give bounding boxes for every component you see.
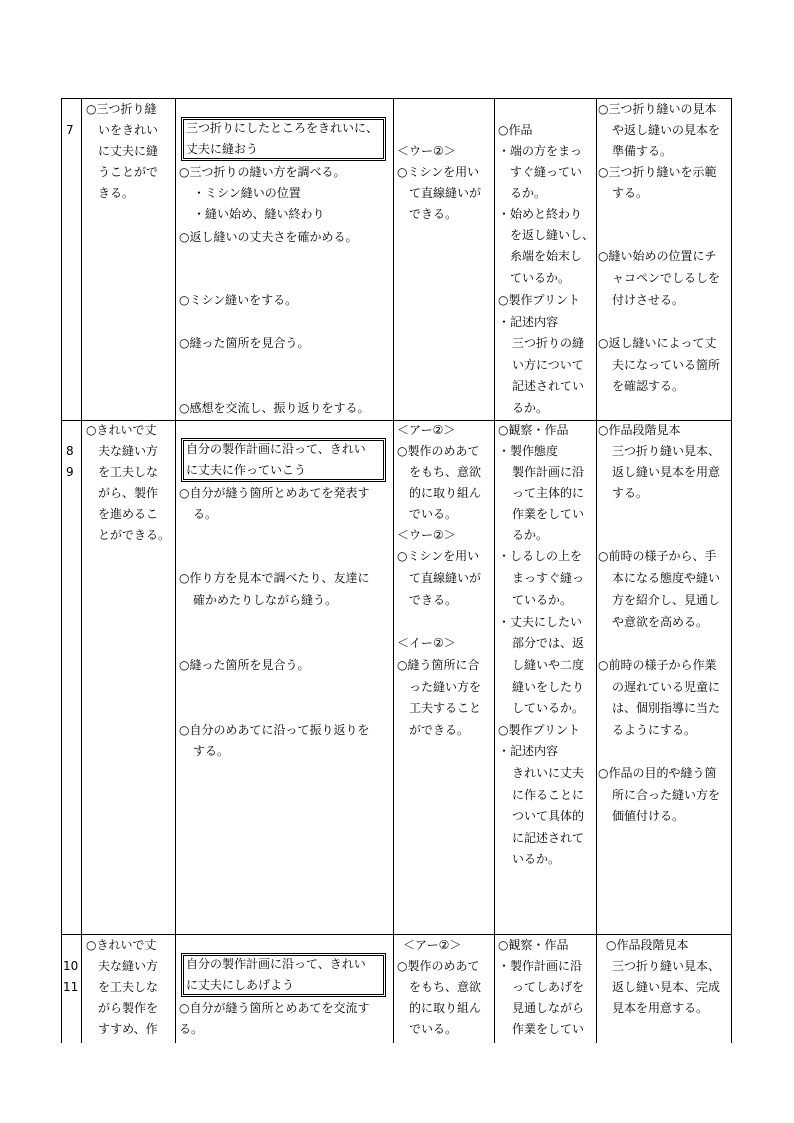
support-line: 価値付ける。 (612, 809, 685, 823)
support-line: 返し縫い見本を用意 (612, 465, 721, 479)
support-line: する。 (612, 186, 649, 200)
activity-line: ・ミシン縫いの位置 (193, 186, 301, 200)
eval-criterion-line: ○製作のめあて (397, 959, 480, 973)
eval-criterion-line: て直線縫いが (409, 186, 482, 200)
eval-criterion-line: 的に取り組ん (409, 1001, 482, 1015)
support-line: 三つ折り縫い見本、 (612, 444, 721, 458)
eval-criterion-line: できる。 (409, 207, 458, 221)
lesson-number: 11 (63, 980, 79, 994)
activity-line: ○ミシン縫いをする。 (179, 293, 298, 307)
eval-criterion-line: でいる。 (409, 1022, 458, 1036)
support-line: ○作品段階見本 (606, 938, 689, 952)
eval-method-line: 糸端を始末し (510, 249, 583, 263)
eval-method-line: し縫いや二度 (512, 658, 585, 672)
support-line: ○縫い始めの位置にチ (598, 249, 717, 263)
col-border (596, 98, 597, 1043)
col-border (61, 98, 62, 1043)
goal-line: すすめ、作 (98, 1022, 158, 1036)
eval-criterion-tag: ＜アー②＞ (397, 423, 456, 437)
support-line: ○前時の様子から作業 (598, 658, 717, 672)
eval-criterion-line: 的に取り組ん (409, 486, 482, 500)
eval-criterion-line: をもち、意欲 (409, 980, 482, 994)
lesson-title-line: 自分の製作計画に沿って、きれい (186, 957, 366, 971)
col-border (393, 98, 394, 1043)
lesson-title-line: 丈夫に縫おう (186, 142, 259, 156)
eval-method-line: 見通しながら (512, 1001, 585, 1015)
support-line: や返し縫いの見本を (612, 123, 721, 137)
eval-method-line: ・記述内容 (498, 744, 559, 758)
eval-method-line: 縫いをしたり (512, 680, 585, 694)
eval-criterion-tag: ＜ウー②＞ (397, 528, 456, 542)
activity-line: ○三つ折りの縫い方を調べる。 (179, 165, 346, 179)
support-line: は、個別指導に当た (612, 701, 721, 715)
eval-method-line: 作業をしてい (512, 507, 585, 521)
eval-method-line: ○製作プリント (498, 723, 580, 737)
activity-line: する。 (193, 744, 230, 758)
eval-criterion-line: でいる。 (409, 507, 458, 521)
eval-method-line: 三つ折りの縫 (512, 336, 585, 350)
support-line: ○三つ折り縫いを示範 (598, 165, 717, 179)
col-border (81, 98, 82, 1043)
lesson-title-line: 三つ折りにしたところをきれいに、 (186, 121, 379, 135)
eval-method-line: るか。 (510, 186, 547, 200)
eval-method-line: に記述されて (512, 831, 585, 845)
goal-line: 夫な縫い方 (98, 959, 159, 973)
activity-line: ○返し縫いの丈夫さを確かめる。 (179, 230, 358, 244)
eval-criterion-line: ○ミシンを用い (397, 549, 480, 563)
goal-line: 夫な縫い方 (98, 444, 159, 458)
eval-method-line: ・記述内容 (498, 315, 559, 329)
eval-method-line: しているか。 (512, 701, 585, 715)
eval-criterion-line: 工夫すること (409, 701, 482, 715)
eval-method-line: ているか。 (510, 271, 571, 285)
activity-line: ○作り方を見本で調べたり、友達に (179, 571, 370, 585)
support-line: ○前時の様子から、手 (598, 549, 717, 563)
eval-criterion-line: ○ミシンを用い (397, 165, 480, 179)
support-line: や意欲を高める。 (612, 615, 709, 629)
support-line: 返し縫い見本、完成 (612, 980, 721, 994)
eval-criterion-line: ○製作のめあて (397, 444, 480, 458)
lesson-title-line: に丈夫に作っていこう (186, 463, 307, 477)
support-line: ャコペンでしるしを (612, 271, 721, 285)
eval-method-line: い方について (512, 358, 584, 372)
lesson-number: 8 (66, 444, 74, 458)
goal-line: に丈夫に縫 (98, 144, 159, 158)
support-line: する。 (612, 486, 649, 500)
eval-criterion-line: った縫い方を (409, 680, 482, 694)
support-line: 夫になっている箇所 (612, 358, 721, 372)
eval-method-line: すぐ縫ってい (510, 165, 583, 179)
eval-method-line: を返し縫いし、 (510, 228, 595, 242)
eval-method-line: 記述されてい (512, 379, 585, 393)
eval-method-line: ついて具体的 (512, 809, 585, 823)
support-line: ○返し縫いによって丈 (598, 336, 717, 350)
goal-line: とができる。 (98, 528, 171, 542)
eval-method-line: ・しるしの上を (498, 549, 583, 563)
col-border (494, 98, 495, 1043)
lesson-title-line: 自分の製作計画に沿って、きれい (186, 442, 366, 456)
eval-method-line: ○観察・作品 (498, 938, 569, 952)
activity-line: る。 (193, 507, 218, 521)
activity-line: ○自分が縫う箇所とめあてを交流す (179, 1001, 370, 1015)
eval-method-line: まっすぐ縫っ (512, 571, 585, 585)
goal-line: がら製作を (98, 1001, 159, 1015)
eval-method-line: ○製作プリント (498, 293, 580, 307)
goal-line: を進めるこ (98, 507, 159, 521)
goal-line: いをきれい (98, 123, 159, 137)
eval-method-line: きれいに丈夫 (512, 766, 585, 780)
activity-line: ○縫った箇所を見合う。 (179, 336, 310, 350)
support-line: るようにする。 (612, 723, 697, 737)
eval-method-line: るか。 (512, 401, 549, 415)
support-line: 見本を用意する。 (612, 1001, 709, 1015)
goal-line: うことがで (98, 165, 159, 179)
support-line: 準備する。 (612, 144, 673, 158)
eval-method-line: ・丈夫にしたい (498, 615, 583, 629)
eval-method-line: ・製作計画に沿 (498, 959, 583, 973)
eval-method-line: ってしあげを (512, 980, 585, 994)
eval-method-line: ○観察・作品 (498, 423, 569, 437)
goal-line: ○きれいで丈 (86, 423, 157, 437)
col-border (175, 98, 176, 1043)
support-line: ○作品の目的や縫う箇 (598, 766, 717, 780)
eval-criterion-line: ○縫う箇所に合 (397, 658, 480, 672)
eval-method-line: いるか。 (512, 852, 561, 866)
lesson-number: 7 (66, 123, 74, 137)
activity-line: る。 (179, 1022, 204, 1036)
support-line: ○三つ折り縫いの見本 (598, 102, 717, 116)
activity-line: ○感想を交流し、振り返りをする。 (179, 401, 370, 415)
support-line: の遅れている児童に (612, 680, 721, 694)
support-line: 付けさせる。 (612, 293, 685, 307)
activity-line: 確かめたりしながら縫う。 (193, 593, 338, 607)
support-line: 本になる態度や縫い (612, 571, 721, 585)
goal-line: がら、製作 (98, 486, 159, 500)
eval-criterion-line: をもち、意欲 (409, 465, 482, 479)
eval-method-line: ・端の方をまっ (498, 144, 583, 158)
support-line: を確認する。 (612, 379, 685, 393)
support-line: ○作品段階見本 (598, 423, 681, 437)
col-border (731, 98, 732, 1043)
eval-criterion-line: ができる。 (409, 723, 470, 737)
lesson-number: 9 (66, 465, 74, 479)
eval-method-line: ・始めと終わり (498, 207, 583, 221)
eval-method-line: 部分では、返 (512, 636, 585, 650)
activity-line: ○縫った箇所を見合う。 (179, 658, 310, 672)
eval-method-line: ・製作態度 (498, 444, 559, 458)
eval-criterion-tag: ＜ウー②＞ (397, 144, 456, 158)
goal-line: ○三つ折り縫 (86, 102, 157, 116)
eval-criterion-line: できる。 (409, 593, 458, 607)
eval-method-line: ○作品 (498, 123, 533, 137)
eval-method-line: ているか。 (512, 593, 573, 607)
support-line: 三つ折り縫い見本、 (612, 959, 721, 973)
eval-method-line: 製作計画に沿 (512, 465, 585, 479)
eval-method-line: に作ることに (512, 788, 585, 802)
support-line: 所に合った縫い方を (612, 788, 721, 802)
eval-criterion-tag: ＜アー②＞ (403, 938, 462, 952)
lesson-title-line: に丈夫にしあげよう (186, 978, 295, 992)
goal-line: きる。 (98, 186, 135, 200)
eval-method-line: 作業をしてい (512, 1022, 585, 1036)
support-line: 方を紹介し、見通し (612, 593, 721, 607)
goal-line: ○きれいで丈 (86, 938, 157, 952)
activity-line: ・縫い始め、縫い終わり (193, 207, 325, 221)
goal-line: を工夫しな (98, 980, 159, 994)
eval-criterion-tag: ＜イー②＞ (397, 636, 456, 650)
activity-line: ○自分のめあてに沿って振り返りを (179, 723, 370, 737)
eval-method-line: るか。 (512, 528, 549, 542)
eval-criterion-line: て直線縫いが (409, 571, 482, 585)
eval-method-line: って主体的に (512, 486, 585, 500)
lesson-number: 10 (63, 959, 79, 973)
goal-line: を工夫しな (98, 465, 159, 479)
activity-line: ○自分が縫う箇所とめあてを発表す (179, 486, 370, 500)
